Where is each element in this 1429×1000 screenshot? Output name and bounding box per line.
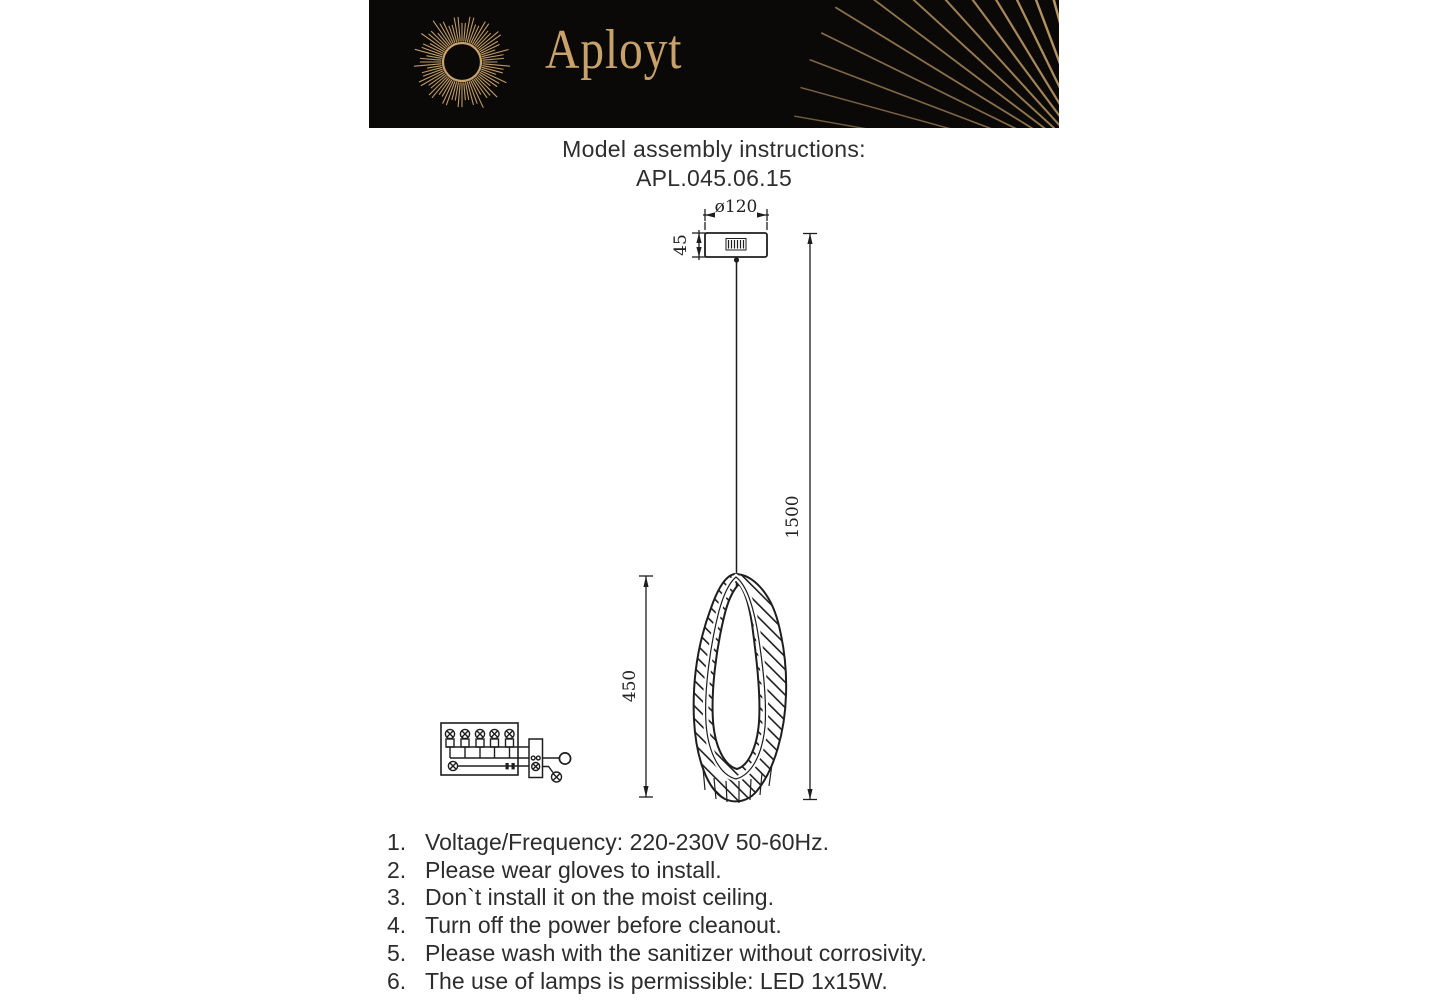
model-number: APL.045.06.15	[635, 165, 793, 191]
instruction-number: 5.	[387, 939, 407, 966]
lamp-body	[694, 574, 787, 803]
instruction-item	[387, 884, 927, 912]
instruction-text: Please wash with the sanitizer without corrosivity.	[425, 939, 927, 966]
instruction-item	[387, 829, 927, 857]
instruction-text: Please wear gloves to install.	[425, 856, 722, 883]
dim-body-label: 450	[620, 669, 640, 703]
instruction-text: Don`t install it on the moist ceiling.	[425, 884, 774, 911]
dimension-suspension	[783, 234, 817, 800]
dim-canopy-height-label: 45	[671, 234, 691, 256]
instructions-list	[387, 829, 927, 995]
wiring-diagram	[441, 723, 571, 782]
instruction-item	[387, 940, 927, 968]
instruction-text: Voltage/Frequency: 220-230V 50-60Hz.	[425, 829, 830, 855]
dim-suspension-label: 1500	[783, 495, 803, 539]
instruction-number: 1.	[387, 829, 407, 855]
dimension-canopy-height	[671, 230, 708, 260]
dimension-body	[620, 576, 653, 797]
hook-ring-symbol	[559, 753, 570, 764]
instruction-text: Turn off the power before cleanout.	[425, 912, 782, 939]
instruction-number: 2.	[387, 856, 407, 883]
instruction-item	[387, 968, 927, 996]
output-lamp-symbol	[552, 772, 562, 782]
dimension-diameter	[703, 197, 769, 230]
instruction-item	[387, 857, 927, 885]
driver-box	[529, 739, 543, 778]
instruction-number: 3.	[387, 884, 407, 911]
lamp-symbols-row	[445, 729, 514, 747]
instruction-number: 6.	[387, 967, 407, 994]
single-lamp-symbol	[448, 761, 457, 770]
instruction-text: The use of lamps is permissible: LED 1x15W.	[425, 967, 888, 994]
instruction-item	[387, 912, 927, 940]
brand-name: Aployt	[545, 19, 683, 81]
instruction-number: 4.	[387, 912, 407, 939]
dim-diameter-label: ø120	[714, 197, 758, 217]
page-title: Model assembly instructions:	[562, 136, 866, 162]
